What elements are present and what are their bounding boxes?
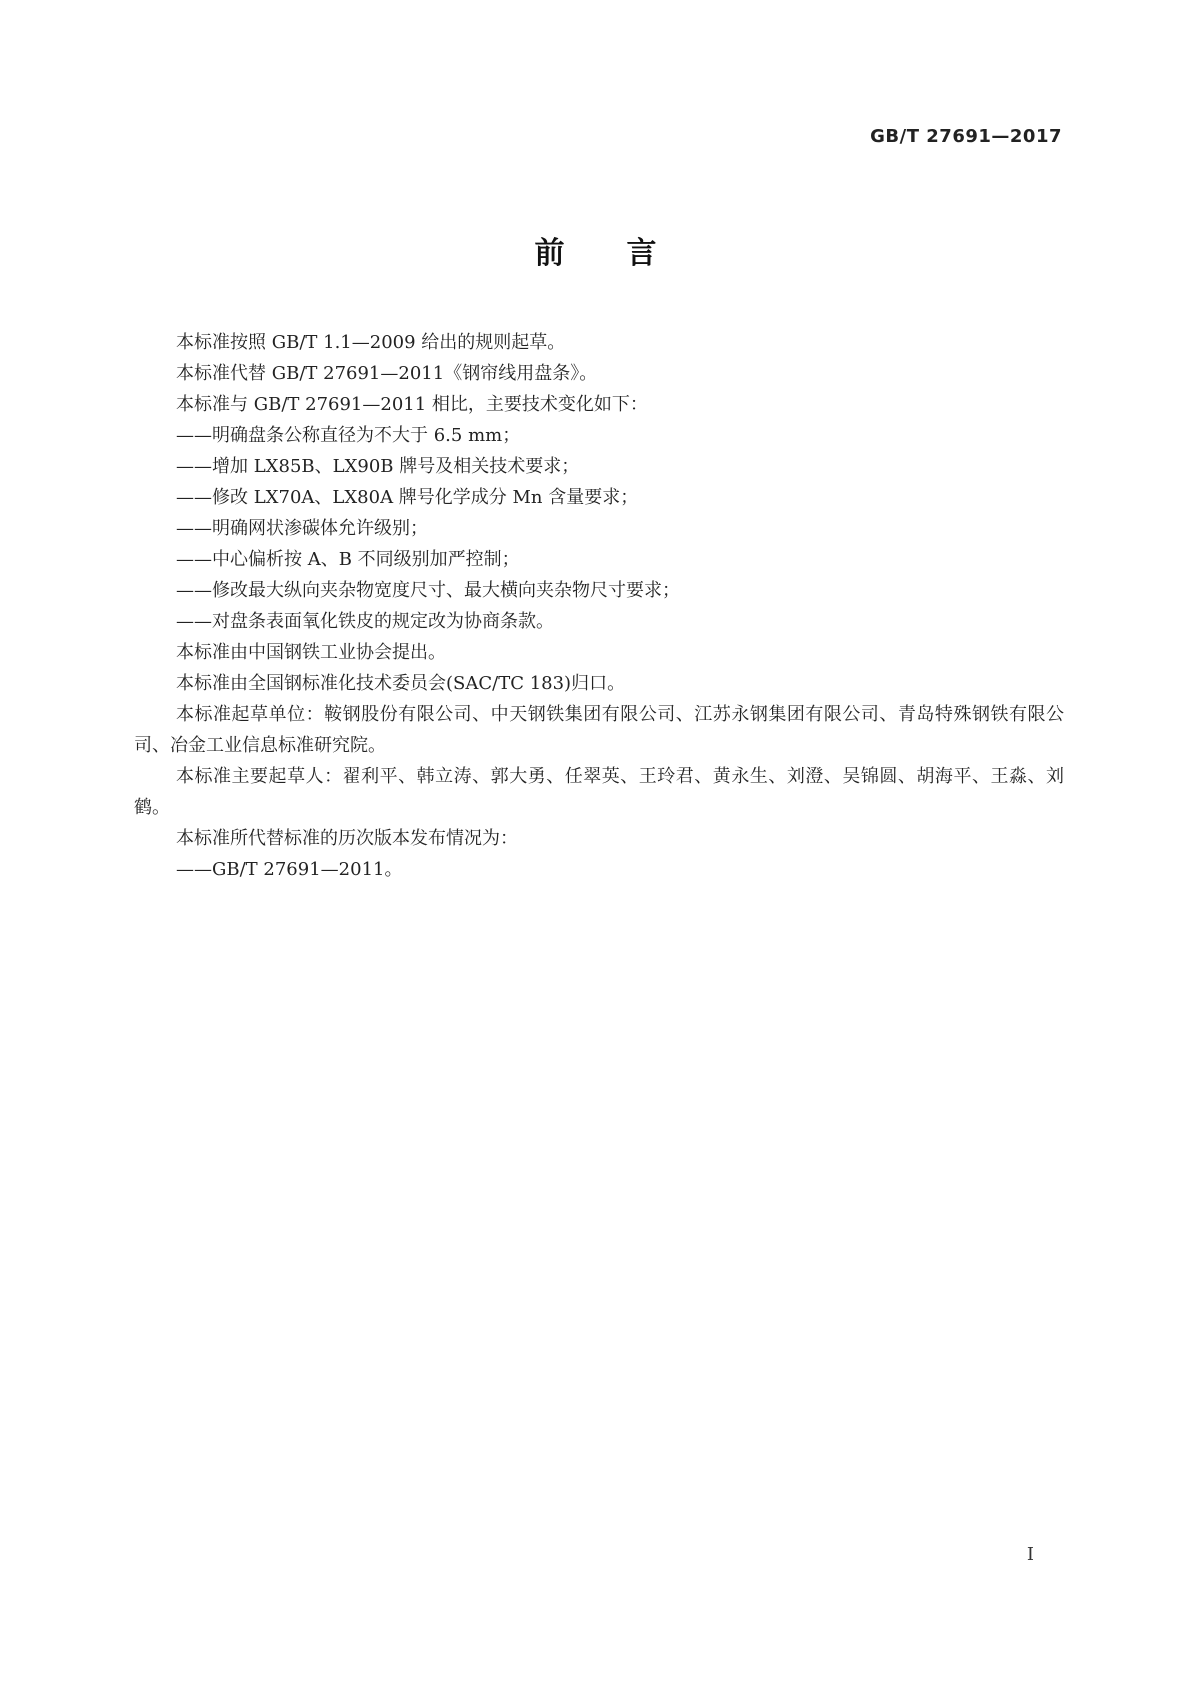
list-item: ——中心偏析按 A、B 不同级别加严控制； xyxy=(176,549,520,570)
paragraph: 本标准与 GB/T 27691—2011 相比，主要技术变化如下： xyxy=(176,394,648,415)
paragraph: 本标准由全国钢标准化技术委员会(SAC/TC 183)归口。 xyxy=(176,673,626,694)
paragraph: 本标准代替 GB/T 27691—2011《钢帘线用盘条》。 xyxy=(176,363,598,384)
paragraph: 本标准按照 GB/T 1.1—2009 给出的规则起草。 xyxy=(176,332,566,353)
list-item: ——修改最大纵向夹杂物宽度尺寸、最大横向夹杂物尺寸要求； xyxy=(176,580,680,601)
list-item: ——修改 LX70A、LX80A 牌号化学成分 Mn 含量要求； xyxy=(176,487,639,508)
page-title: 前言 xyxy=(534,236,719,271)
list-item: ——明确网状渗碳体允许级别； xyxy=(176,518,428,539)
list-item: ——增加 LX85B、LX90B 牌号及相关技术要求； xyxy=(176,456,580,477)
standard-code: GB/T 27691—2017 xyxy=(870,126,1062,147)
page-number: I xyxy=(1026,1544,1034,1565)
list-item: ——明确盘条公称直径为不大于 6.5 mm； xyxy=(176,425,521,446)
paragraph: 本标准起草单位：鞍钢股份有限公司、中天钢铁集团有限公司、江苏永钢集团有限公司、青岛特殊钢铁有限公司、冶金工业信息标准研究院。 xyxy=(134,704,1064,756)
list-item: ——GB/T 27691—2011。 xyxy=(176,859,403,880)
paragraph: 本标准由中国钢铁工业协会提出。 xyxy=(176,642,446,663)
paragraph: 本标准主要起草人：翟利平、韩立涛、郭大勇、任翠英、王玲君、黄永生、刘澄、吴锦圆、胡海平、王淼、刘鹤。 xyxy=(134,766,1064,818)
list-item: ——对盘条表面氧化铁皮的规定改为协商条款。 xyxy=(176,611,554,632)
foreword-body xyxy=(134,327,1064,885)
paragraph: 本标准所代替标准的历次版本发布情况为： xyxy=(176,828,518,849)
